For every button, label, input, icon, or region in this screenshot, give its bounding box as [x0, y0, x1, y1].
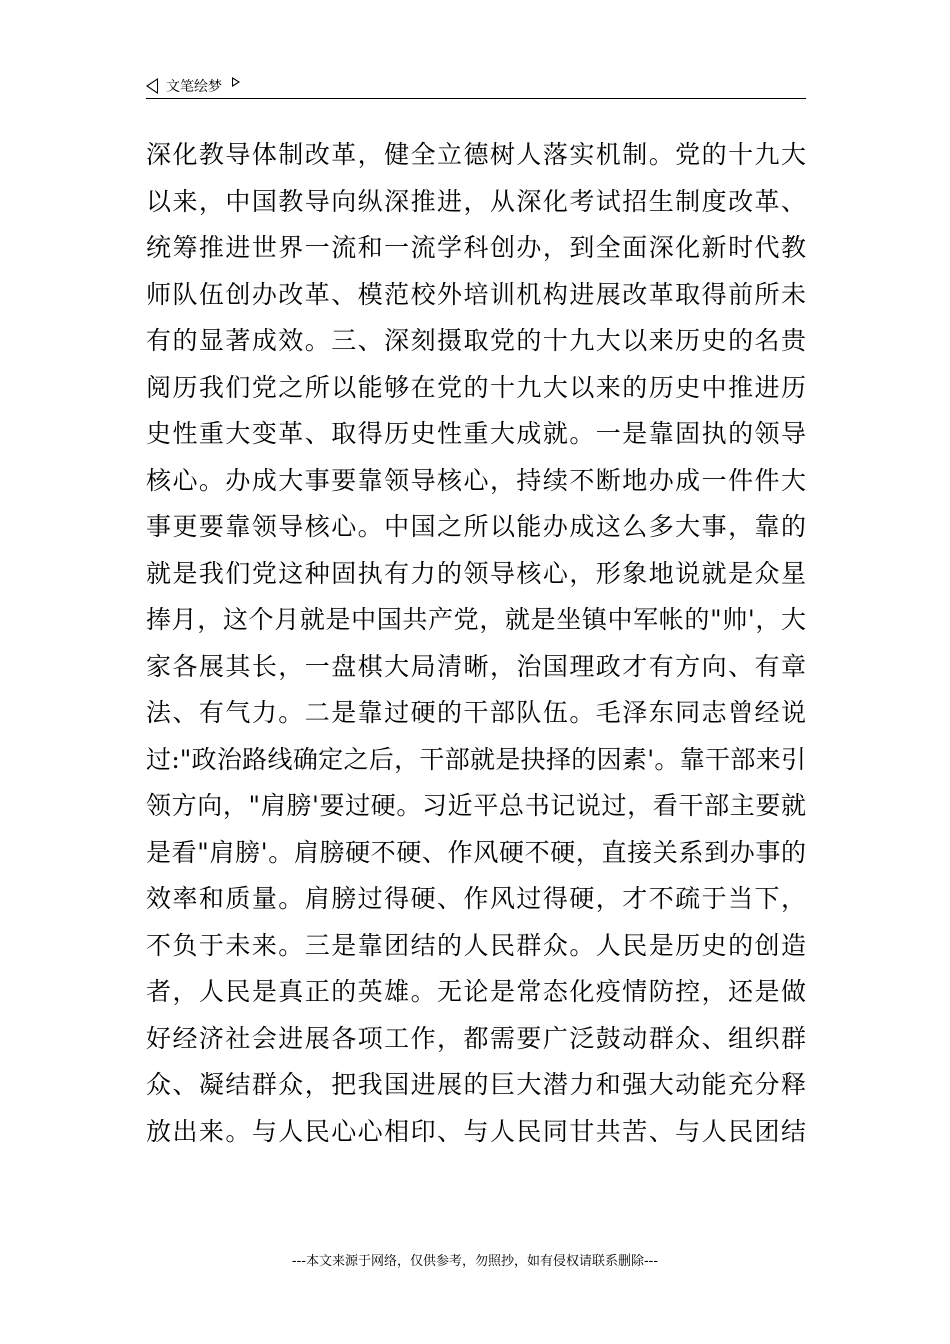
text-line: 以来，中国教导向纵深推进，从深化考试招生制度改革、: [146, 186, 806, 216]
text-line: 众、凝结群众，把我国进展的巨大潜力和强大动能充分释: [146, 1070, 806, 1099]
text-line: 效率和质量。肩膀过得硬、作风过得硬，才不疏于当下，: [146, 884, 806, 913]
text-line: 史性重大变革、取得历史性重大成就。一是靠固执的领导: [146, 419, 806, 448]
page-footer: ---本文来源于网络，仅供参考，勿照抄，如有侵权请联系删除---: [291, 1254, 659, 1269]
text-line: 是看"肩膀'。肩膀硬不硬、作风硬不硬，直接关系到办事的: [146, 837, 806, 867]
text-line: 有的显著成效。三、深刻摄取党的十九大以来历史的名贵: [146, 326, 806, 355]
text-line: 核心。办成大事要靠领导核心，持续不断地办成一件件大: [146, 465, 806, 495]
text-line: 领方向，"肩膀'要过硬。习近平总书记说过，看干部主要就: [146, 791, 806, 820]
text-line: 好经济社会进展各项工作，都需要广泛鼓动群众、组织群: [146, 1023, 806, 1053]
triangle-right-icon: [232, 77, 240, 87]
header-brand: 文笔绘梦: [166, 79, 222, 95]
text-line: 不负于未来。三是靠团结的人民群众。人民是历史的创造: [146, 930, 806, 960]
text-line: 就是我们党这种固执有力的领导核心，形象地说就是众星: [146, 558, 806, 588]
page-header: [146, 74, 806, 98]
text-line: 统筹推进世界一流和一流学科创办，到全面深化新时代教: [146, 233, 806, 262]
text-line: 过:"政治路线确定之后，干部就是抉择的因素'。靠干部来引: [146, 744, 806, 774]
text-line: 捧月，这个月就是中国共产党，就是坐镇中军帐的"帅'，大: [146, 605, 806, 634]
body-text: [146, 132, 806, 1155]
text-line: 事更要靠领导核心。中国之所以能办成这么多大事，靠的: [146, 512, 806, 541]
text-line: 阅历我们党之所以能够在党的十九大以来的历史中推进历: [146, 372, 806, 402]
triangle-left-icon: [146, 78, 158, 94]
text-line: 放出来。与人民心心相印、与人民同甘共苦、与人民团结: [146, 1116, 806, 1146]
header-rule: [146, 98, 806, 99]
text-line: 家各展其长，一盘棋大局清晰，治国理政才有方向、有章: [146, 651, 806, 681]
text-line: 者，人民是真正的英雄。无论是常态化疫情防控，还是做: [146, 977, 806, 1006]
text-line: 法、有气力。二是靠过硬的干部队伍。毛泽东同志曾经说: [146, 698, 806, 727]
text-line: 师队伍创办改革、模范校外培训机构进展改革取得前所未: [146, 279, 806, 309]
text-line: 深化教导体制改革，健全立德树人落实机制。党的十九大: [146, 140, 806, 169]
